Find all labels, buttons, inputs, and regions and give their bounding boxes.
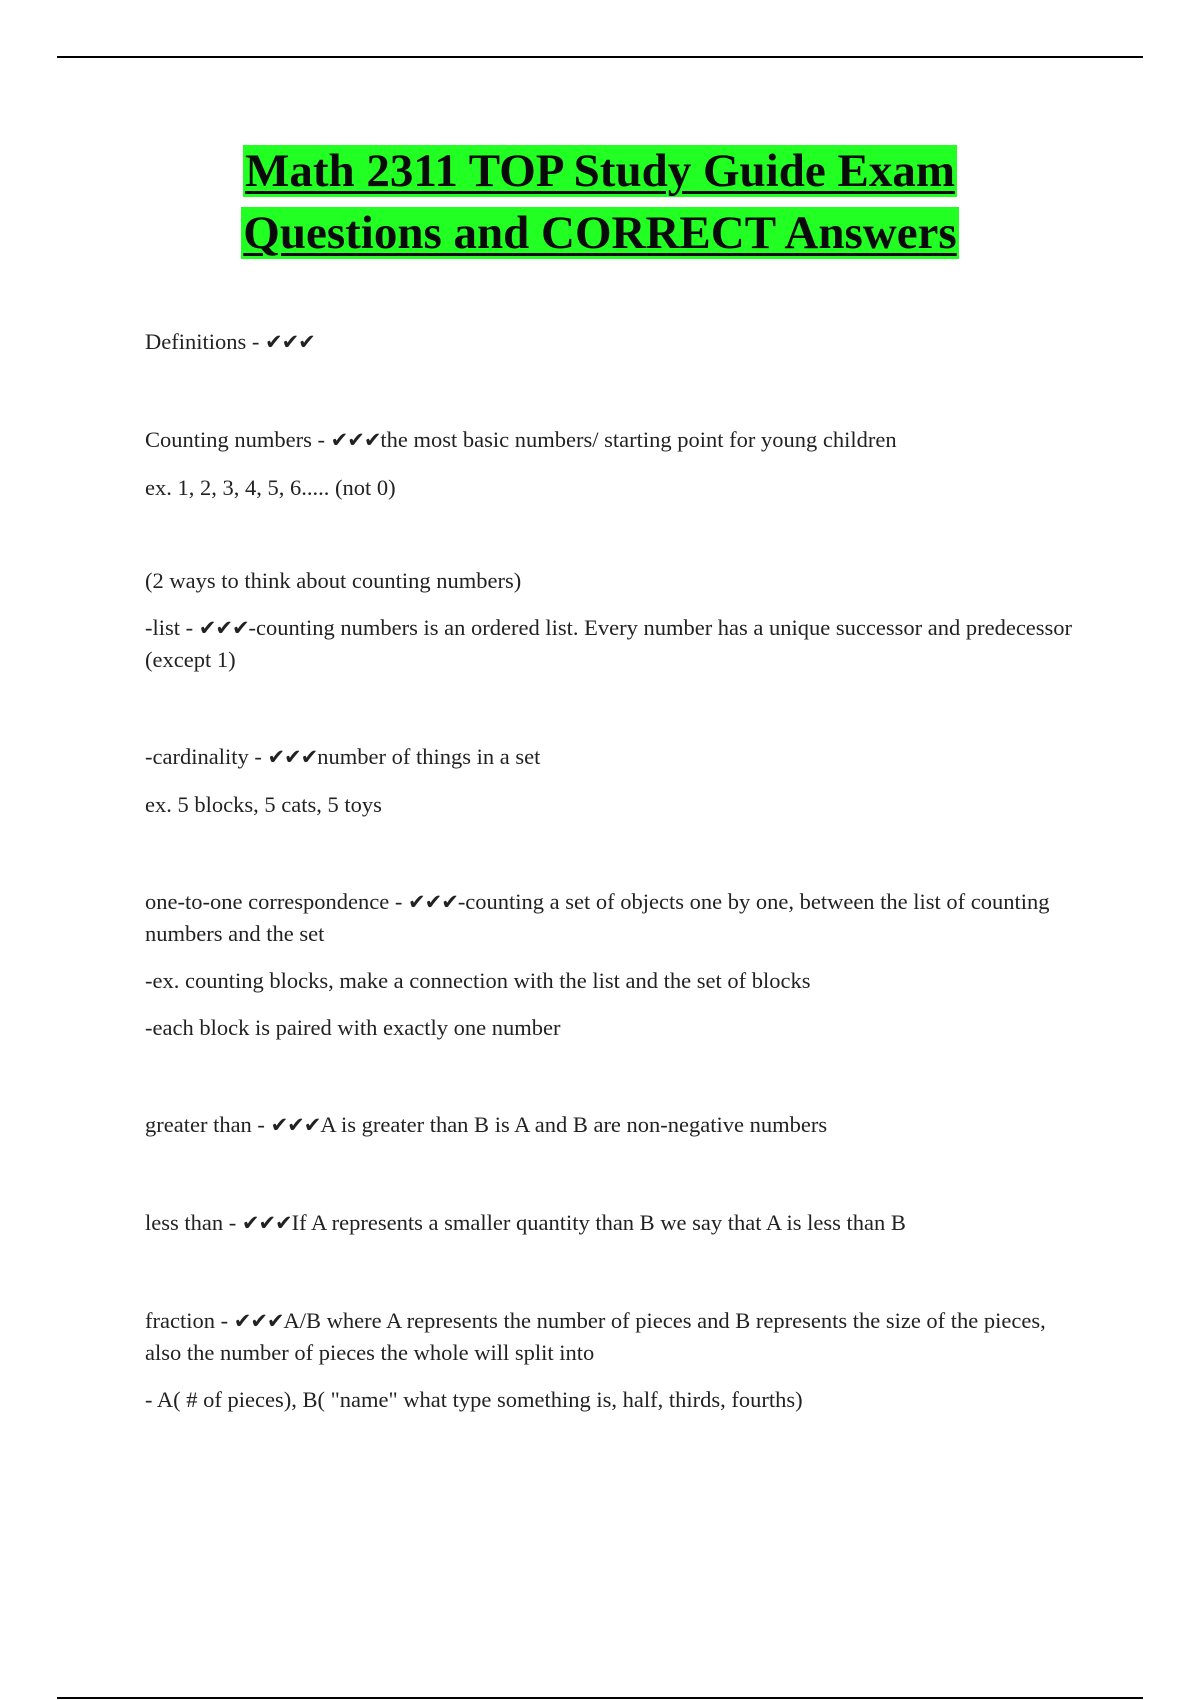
document-title (0, 140, 1200, 264)
checkmarks-icon: ✔✔✔ (264, 330, 315, 354)
entry-fraction (145, 1305, 1075, 1415)
answer: A/B where A represents the number of pieces and B represents the size of the pieces, also the number of pieces the whole will split into (145, 1308, 1046, 1365)
entry-two-ways (145, 565, 1075, 675)
note-line: (2 ways to think about counting numbers) (145, 568, 522, 593)
example-line: -ex. counting blocks, make a connection with the list and the set of blocks (145, 968, 811, 993)
checkmarks-icon: ✔✔✔ (330, 428, 381, 452)
entry-greater-than (145, 1109, 1075, 1141)
example-line: - A( # of pieces), B( "name" what type something is, half, thirds, fourths) (145, 1387, 803, 1412)
answer: the most basic numbers/ starting point for young children (380, 427, 897, 452)
title-line-2: Questions and CORRECT Answers (243, 207, 957, 259)
checkmarks-icon: ✔✔✔ (270, 1113, 321, 1137)
term: greater than - (145, 1112, 271, 1137)
answer: A is greater than B is A and B are non-negative numbers (320, 1112, 828, 1137)
document-body (145, 326, 1075, 1431)
checkmarks-icon: ✔✔✔ (241, 1211, 292, 1235)
term: fraction - (145, 1308, 234, 1333)
example-line: ex. 1, 2, 3, 4, 5, 6..... (not 0) (145, 475, 396, 500)
title-line-1: Math 2311 TOP Study Guide Exam (245, 145, 955, 197)
entry-counting-numbers (145, 424, 1075, 503)
bottom-rule (57, 1697, 1143, 1699)
entry-one-to-one (145, 886, 1075, 1043)
term: Definitions - (145, 329, 265, 354)
term: less than - (145, 1210, 242, 1235)
answer: If A represents a smaller quantity than B we say that A is less than B (291, 1210, 906, 1235)
checkmarks-icon: ✔✔✔ (233, 1309, 284, 1333)
entry-definitions (145, 326, 1075, 358)
example-line: ex. 5 blocks, 5 cats, 5 toys (145, 792, 382, 817)
entry-less-than (145, 1207, 1075, 1239)
checkmarks-icon: ✔✔✔ (267, 745, 318, 769)
checkmarks-icon: ✔✔✔ (198, 616, 249, 640)
answer: number of things in a set (317, 744, 541, 769)
checkmarks-icon: ✔✔✔ (408, 890, 458, 914)
entry-cardinality (145, 741, 1075, 820)
example-line: -each block is paired with exactly one number (145, 1015, 561, 1040)
term: -list - (145, 615, 199, 640)
answer: -counting numbers is an ordered list. Every number has a unique successor and predecessor (except 1) (145, 615, 1073, 672)
top-rule (57, 56, 1143, 58)
term: -cardinality - (145, 744, 268, 769)
term: one-to-one correspondence - (145, 889, 409, 914)
term: Counting numbers - (145, 427, 331, 452)
answer: -counting a set of objects one by one, between the list of counting numbers and the set (145, 889, 1050, 946)
